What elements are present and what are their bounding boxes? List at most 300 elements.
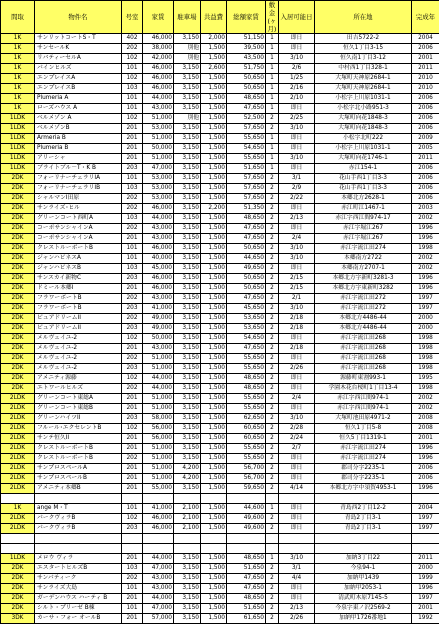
empty-cell <box>412 544 439 554</box>
table-row <box>1 34 439 44</box>
built-year-cell: 1998 <box>412 364 439 374</box>
address-cell: 学園木花台桜町1丁目13-4 <box>315 384 412 394</box>
rent-cell: 43,000 <box>143 574 174 584</box>
parking-fee-cell: 3,150 <box>174 254 201 264</box>
room-number-cell: 201 <box>122 394 143 404</box>
built-year-cell: 1997 <box>412 304 439 314</box>
built-year-cell: 1996 <box>412 284 439 294</box>
built-year-cell: 2009 <box>412 134 439 144</box>
built-year-cell: 2005 <box>412 144 439 154</box>
built-year-cell: 2006 <box>412 114 439 124</box>
header-cell: 入居可能日 <box>279 1 315 34</box>
layout-cell: 2DK <box>1 234 35 244</box>
common-fee-cell: 1,500 <box>201 384 227 394</box>
built-year-cell: 2001 <box>412 434 439 444</box>
layout-cell: 2LDK <box>1 404 35 414</box>
built-year-cell: 2001 <box>412 604 439 614</box>
layout-cell: 1LDK <box>1 144 35 154</box>
total-rent-cell: 48,650 <box>227 94 266 104</box>
total-rent-cell: 55,650 <box>227 354 266 364</box>
empty-cell <box>122 544 143 554</box>
common-fee-cell: 1,500 <box>201 364 227 374</box>
layout-cell: 1K <box>1 504 35 514</box>
common-fee-cell: 1,500 <box>201 284 227 294</box>
layout-cell: 1K <box>1 54 35 64</box>
header-cell: 所在地 <box>315 1 412 34</box>
layout-cell: 1K <box>1 34 35 44</box>
room-number-cell: 201 <box>122 464 143 474</box>
empty-cell <box>279 494 315 504</box>
room-number-cell: 202 <box>122 194 143 204</box>
table-row <box>1 84 439 94</box>
deposit-cell: 2 <box>266 254 279 264</box>
built-year-cell: 2008 <box>412 424 439 434</box>
property-name-cell: サンセールK <box>35 44 122 54</box>
layout-cell: 2DK <box>1 224 35 234</box>
common-fee-cell: 1,500 <box>201 264 227 274</box>
property-name-cell: ピュアドリームII <box>35 314 122 324</box>
address-cell: 本郷南方2707-1 <box>315 264 412 274</box>
parking-fee-cell: 3,150 <box>174 224 201 234</box>
table-row <box>1 234 439 244</box>
layout-cell: 2DK <box>1 284 35 294</box>
rent-cell: 46,000 <box>143 514 174 524</box>
table-row <box>1 274 439 284</box>
room-number-cell: 103 <box>122 264 143 274</box>
rent-cell: 56,000 <box>143 434 174 444</box>
room-number-cell: 101 <box>122 254 143 264</box>
layout-cell: 2DK <box>1 584 35 594</box>
common-fee-cell: 1,500 <box>201 604 227 614</box>
table-row <box>1 114 439 124</box>
property-name-cell: フォーリナーチェラリIA <box>35 174 122 184</box>
layout-cell: 2DK <box>1 364 35 374</box>
empty-cell <box>143 494 174 504</box>
room-number-cell: 202 <box>122 574 143 584</box>
common-fee-cell: 1,500 <box>201 224 227 234</box>
property-name-cell: ベルメゾン A <box>35 114 122 124</box>
room-number-cell: 102 <box>122 114 143 124</box>
table-row <box>1 554 439 564</box>
table-row <box>1 564 439 574</box>
room-number-cell: 102 <box>122 514 143 524</box>
layout-cell: 2DK <box>1 194 35 204</box>
deposit-cell: 2 <box>266 114 279 124</box>
common-fee-cell: 2,600 <box>201 64 227 74</box>
table-row <box>1 524 439 534</box>
parking-fee-cell: 3,150 <box>174 444 201 454</box>
property-name-cell: Armeria B <box>35 134 122 144</box>
address-cell: 花山手西1丁目3-3 <box>315 184 412 194</box>
move-in-date-cell: 即日 <box>279 384 315 394</box>
built-year-cell: 1999 <box>412 574 439 584</box>
room-number-cell: 201 <box>122 474 143 484</box>
address-cell: 小松字北町222 <box>315 134 412 144</box>
total-rent-cell: 48,650 <box>227 594 266 604</box>
empty-cell <box>35 534 122 544</box>
move-in-date-cell: 即日 <box>279 464 315 474</box>
move-in-date-cell: 即日 <box>279 404 315 414</box>
table-row <box>1 184 439 194</box>
total-rent-cell: 50,650 <box>227 274 266 284</box>
parking-fee-cell: 2,100 <box>174 504 201 514</box>
common-fee-cell: 1,500 <box>201 154 227 164</box>
move-in-date-cell: 3/10 <box>279 54 315 64</box>
move-in-date-cell: 1/25 <box>279 74 315 84</box>
empty-cell <box>227 544 266 554</box>
empty-cell <box>1 544 35 554</box>
total-rent-cell: 49,600 <box>227 514 266 524</box>
total-rent-cell: 50,650 <box>227 84 266 94</box>
room-number-cell: 103 <box>122 214 143 224</box>
total-rent-cell: 47,650 <box>227 224 266 234</box>
rent-cell: 44,000 <box>143 94 174 104</box>
total-rent-cell: 57,650 <box>227 174 266 184</box>
total-rent-cell: 55,650 <box>227 454 266 464</box>
deposit-cell: 1 <box>266 154 279 164</box>
move-in-date-cell: 2/26 <box>279 614 315 624</box>
layout-cell: 2LDK <box>1 514 35 524</box>
property-name-cell: エンプレイスA <box>35 74 122 84</box>
built-year-cell: 2002 <box>412 254 439 264</box>
built-year-cell: 2006 <box>412 174 439 184</box>
parking-fee-cell: 4,200 <box>174 464 201 474</box>
rent-cell: 46,000 <box>143 284 174 294</box>
blank-row <box>1 494 439 504</box>
common-fee-cell: 1,500 <box>201 54 227 64</box>
room-number-cell: 101 <box>122 94 143 104</box>
move-in-date-cell: 即日 <box>279 354 315 364</box>
property-name-cell: ピュアドリームII <box>35 324 122 334</box>
built-year-cell: 1997 <box>412 294 439 304</box>
empty-cell <box>266 534 279 544</box>
room-number-cell: 102 <box>122 374 143 384</box>
empty-cell <box>1 534 35 544</box>
common-fee-cell: 1,500 <box>201 84 227 94</box>
deposit-cell: 2 <box>266 374 279 384</box>
property-name-cell: リバティーセルA <box>35 54 122 64</box>
room-number-cell: 202 <box>122 224 143 234</box>
total-rent-cell: 57,650 <box>227 194 266 204</box>
room-number-cell: 101 <box>122 174 143 184</box>
total-rent-cell: 44,650 <box>227 254 266 264</box>
room-number-cell: 101 <box>122 104 143 114</box>
deposit-cell: 1 <box>266 164 279 174</box>
table-row <box>1 294 439 304</box>
move-in-date-cell: 即日 <box>279 524 315 534</box>
address-cell: 青島2丁目3-1 <box>315 514 412 524</box>
move-in-date-cell: 即日 <box>279 474 315 484</box>
address-cell: 赤江字西江間974-1 <box>315 404 412 414</box>
deposit-cell: 2 <box>266 274 279 284</box>
room-number-cell: 101 <box>122 584 143 594</box>
table-row <box>1 604 439 614</box>
property-name-cell: エスタートヒルズB <box>35 564 122 574</box>
rent-cell: 44,000 <box>143 384 174 394</box>
room-number-cell: 103 <box>122 84 143 94</box>
table-row <box>1 74 439 84</box>
deposit-cell: 2 <box>266 474 279 484</box>
empty-cell <box>174 544 201 554</box>
table-row <box>1 614 439 624</box>
address-cell: 加納3丁目22 <box>315 554 412 564</box>
common-fee-cell: 1,500 <box>201 104 227 114</box>
move-in-date-cell: 2/7 <box>279 444 315 454</box>
deposit-cell: 2 <box>266 414 279 424</box>
common-fee-cell: 1,500 <box>201 564 227 574</box>
total-rent-cell: 56,700 <box>227 464 266 474</box>
rent-cell: 41,000 <box>143 504 174 514</box>
room-number-cell: 201 <box>122 284 143 294</box>
move-in-date-cell: 3/10 <box>279 154 315 164</box>
table-row <box>1 204 439 214</box>
rent-cell: 51,000 <box>143 354 174 364</box>
deposit-cell: 2 <box>266 434 279 444</box>
deposit-cell: 2 <box>266 364 279 374</box>
common-fee-cell: 1,500 <box>201 614 227 624</box>
parking-fee-cell: 3,150 <box>174 594 201 604</box>
table-row <box>1 214 439 224</box>
address-cell: 小松字上川原1031-1 <box>315 94 412 104</box>
built-year-cell: 1992 <box>412 614 439 624</box>
address-cell: 大塚町天神原2684-1 <box>315 84 412 94</box>
rent-cell: 46,000 <box>143 84 174 94</box>
deposit-cell: 2 <box>266 454 279 464</box>
common-fee-cell: 1,500 <box>201 254 227 264</box>
layout-cell: 2DK <box>1 384 35 394</box>
deposit-cell: 1 <box>266 84 279 94</box>
deposit-cell: 2 <box>266 604 279 614</box>
table-row <box>1 454 439 464</box>
total-rent-cell: 47,650 <box>227 584 266 594</box>
table-row <box>1 224 439 234</box>
total-rent-cell: 49,600 <box>227 524 266 534</box>
rent-cell: 51,000 <box>143 464 174 474</box>
parking-fee-cell: 3,150 <box>174 104 201 114</box>
move-in-date-cell: 即日 <box>279 204 315 214</box>
empty-cell <box>1 494 35 504</box>
parking-fee-cell: 3,150 <box>174 354 201 364</box>
total-rent-cell: 51,350 <box>227 204 266 214</box>
move-in-date-cell: 3/10 <box>279 304 315 314</box>
address-cell: 清武町木原7145-5 <box>315 594 412 604</box>
total-rent-cell: 53,650 <box>227 324 266 334</box>
table-row <box>1 364 439 374</box>
built-year-cell: 2000 <box>412 324 439 334</box>
room-number-cell: 201 <box>122 154 143 164</box>
rent-cell: 46,000 <box>143 244 174 254</box>
address-cell: 赤江字流江田268 <box>315 344 412 354</box>
parking-fee-cell: 別他 <box>174 54 201 64</box>
empty-cell <box>227 534 266 544</box>
header-cell: 号室 <box>122 1 143 34</box>
property-name-cell: エンプレイスB <box>35 84 122 94</box>
total-rent-cell: 47,650 <box>227 344 266 354</box>
address-cell: 郡司分字2235-1 <box>315 474 412 484</box>
property-name-cell: アリーシャ <box>35 154 122 164</box>
room-number-cell: 203 <box>122 164 143 174</box>
parking-fee-cell: 3,150 <box>174 234 201 244</box>
layout-cell: 1K <box>1 84 35 94</box>
room-number-cell: 203 <box>122 274 143 284</box>
built-year-cell: 2002 <box>412 404 439 414</box>
room-number-cell: 203 <box>122 524 143 534</box>
common-fee-cell: 1,500 <box>201 94 227 104</box>
property-name-cell: メルヴェイユ-2 <box>35 354 122 364</box>
total-rent-cell: 53,650 <box>227 314 266 324</box>
deposit-cell: 2 <box>266 614 279 624</box>
total-rent-cell: 48,650 <box>227 214 266 224</box>
property-name-cell: メロウ ヴィラ <box>35 554 122 564</box>
table-row <box>1 484 439 494</box>
empty-cell <box>412 494 439 504</box>
property-name-cell: フラワーボートB <box>35 294 122 304</box>
built-year-cell: 1996 <box>412 584 439 594</box>
empty-cell <box>315 534 412 544</box>
common-fee-cell: 1,500 <box>201 124 227 134</box>
layout-cell: 1LDK <box>1 164 35 174</box>
move-in-date-cell: 2/22 <box>279 194 315 204</box>
move-in-date-cell: 2/6 <box>279 64 315 74</box>
address-cell: 恒久1丁目5-8 <box>315 424 412 434</box>
address-cell: 今泉94-1 <box>315 564 412 574</box>
total-rent-cell: 55,650 <box>227 154 266 164</box>
property-name-cell: クレストルーボートB <box>35 244 122 254</box>
deposit-cell: 2 <box>266 174 279 184</box>
layout-cell: 2DK <box>1 174 35 184</box>
move-in-date-cell: 2/9 <box>279 184 315 194</box>
built-year-cell: 1998 <box>412 354 439 364</box>
address-cell: 大塚町向花1746-1 <box>315 154 412 164</box>
empty-cell <box>266 494 279 504</box>
move-in-date-cell: 2/26 <box>279 364 315 374</box>
deposit-cell: 1 <box>266 554 279 564</box>
move-in-date-cell: 4/4 <box>279 574 315 584</box>
move-in-date-cell: 2/13 <box>279 214 315 224</box>
rent-cell: 43,000 <box>143 344 174 354</box>
table-row <box>1 344 439 354</box>
rent-cell: 51,000 <box>143 454 174 464</box>
header-cell: 間取 <box>1 1 35 34</box>
table-row <box>1 324 439 334</box>
address-cell: 本郷北方4486-44 <box>315 324 412 334</box>
rent-cell: 44,000 <box>143 554 174 564</box>
address-cell: 赤江字流江田268 <box>315 364 412 374</box>
total-rent-cell: 56,700 <box>227 474 266 484</box>
property-name-cell: パインヒルズ <box>35 64 122 74</box>
total-rent-cell: 39,500 <box>227 44 266 54</box>
property-name-cell: サンテ恒久II <box>35 434 122 444</box>
address-cell: 恒久5丁目1319-1 <box>315 434 412 444</box>
parking-fee-cell: 3,150 <box>174 584 201 594</box>
address-cell: 青島2丁目3-1 <box>315 524 412 534</box>
address-cell: 本郷南方2722 <box>315 254 412 264</box>
empty-cell <box>35 494 122 504</box>
property-name-cell: クレストルーボートB <box>35 454 122 464</box>
header-cell: 敷金(ヶ月) <box>266 1 279 34</box>
table-row <box>1 314 439 324</box>
total-rent-cell: 55,650 <box>227 364 266 374</box>
total-rent-cell: 47,650 <box>227 574 266 584</box>
rent-cell: 51,000 <box>143 134 174 144</box>
parking-fee-cell: 3,150 <box>174 34 201 44</box>
common-fee-cell: 1,500 <box>201 354 227 364</box>
built-year-cell: 1996 <box>412 224 439 234</box>
built-year-cell: 1998 <box>412 334 439 344</box>
total-rent-cell: 47,650 <box>227 104 266 114</box>
common-fee-cell: 1,500 <box>201 474 227 484</box>
layout-cell: 2LDK <box>1 524 35 534</box>
property-name-cell: サンライズ･ヒル <box>35 204 122 214</box>
room-number-cell: 202 <box>122 294 143 304</box>
parking-fee-cell: 3,150 <box>174 244 201 254</box>
room-number-cell: 203 <box>122 414 143 424</box>
move-in-date-cell: 即日 <box>279 144 315 154</box>
deposit-cell: 2 <box>266 384 279 394</box>
layout-cell: 2DK <box>1 344 35 354</box>
move-in-date-cell: 2/18 <box>279 314 315 324</box>
table-row <box>1 584 439 594</box>
table-row <box>1 54 439 64</box>
layout-cell: 2DK <box>1 244 35 254</box>
total-rent-cell: 43,500 <box>227 54 266 64</box>
parking-fee-cell: 2,100 <box>174 514 201 524</box>
address-cell: 赤江字流江田272 <box>315 294 412 304</box>
deposit-cell: 2 <box>266 524 279 534</box>
parking-fee-cell: 3,150 <box>174 214 201 224</box>
total-rent-cell: 47,650 <box>227 234 266 244</box>
rent-cell: 42,000 <box>143 54 174 64</box>
layout-cell: 2LDK <box>1 424 35 434</box>
parking-fee-cell: 3,150 <box>174 144 201 154</box>
property-name-cell: Plumeria B <box>35 144 122 154</box>
address-cell: 赤江154-1 <box>315 164 412 174</box>
move-in-date-cell: 即日 <box>279 34 315 44</box>
layout-cell: 2DK <box>1 594 35 604</box>
built-year-cell: 2003 <box>412 204 439 214</box>
table-row <box>1 164 439 174</box>
layout-cell: 1LDK <box>1 554 35 564</box>
total-rent-cell: 50,650 <box>227 284 266 294</box>
table-row <box>1 44 439 54</box>
deposit-cell: 1 <box>266 44 279 54</box>
address-cell: 本郷北方字東新町3282 <box>315 284 412 294</box>
common-fee-cell: 1,500 <box>201 374 227 384</box>
address-cell: 本郷北方2628-1 <box>315 194 412 204</box>
property-name-cell: カーサ・フォー オールB <box>35 614 122 624</box>
layout-cell: 2LDK <box>1 394 35 404</box>
common-fee-cell: 2,200 <box>201 204 227 214</box>
address-cell: 花山手西1丁目3-3 <box>315 174 412 184</box>
total-rent-cell: 50,650 <box>227 74 266 84</box>
move-in-date-cell: 3/1 <box>279 174 315 184</box>
common-fee-cell: 1,500 <box>201 404 227 414</box>
move-in-date-cell: 即日 <box>279 224 315 234</box>
property-name-cell: サンスカイ新物C <box>35 274 122 284</box>
empty-cell <box>315 494 412 504</box>
header-row <box>1 1 439 34</box>
parking-fee-cell: 3,150 <box>174 454 201 464</box>
room-number-cell: 201 <box>122 234 143 244</box>
rent-cell: 53,000 <box>143 174 174 184</box>
rent-cell: 51,000 <box>143 364 174 374</box>
empty-cell <box>315 544 412 554</box>
deposit-cell: 1 <box>266 134 279 144</box>
room-number-cell: 201 <box>122 134 143 144</box>
address-cell: 加納甲1439 <box>315 574 412 584</box>
deposit-cell: 1 <box>266 54 279 64</box>
rent-cell: 51,000 <box>143 394 174 404</box>
